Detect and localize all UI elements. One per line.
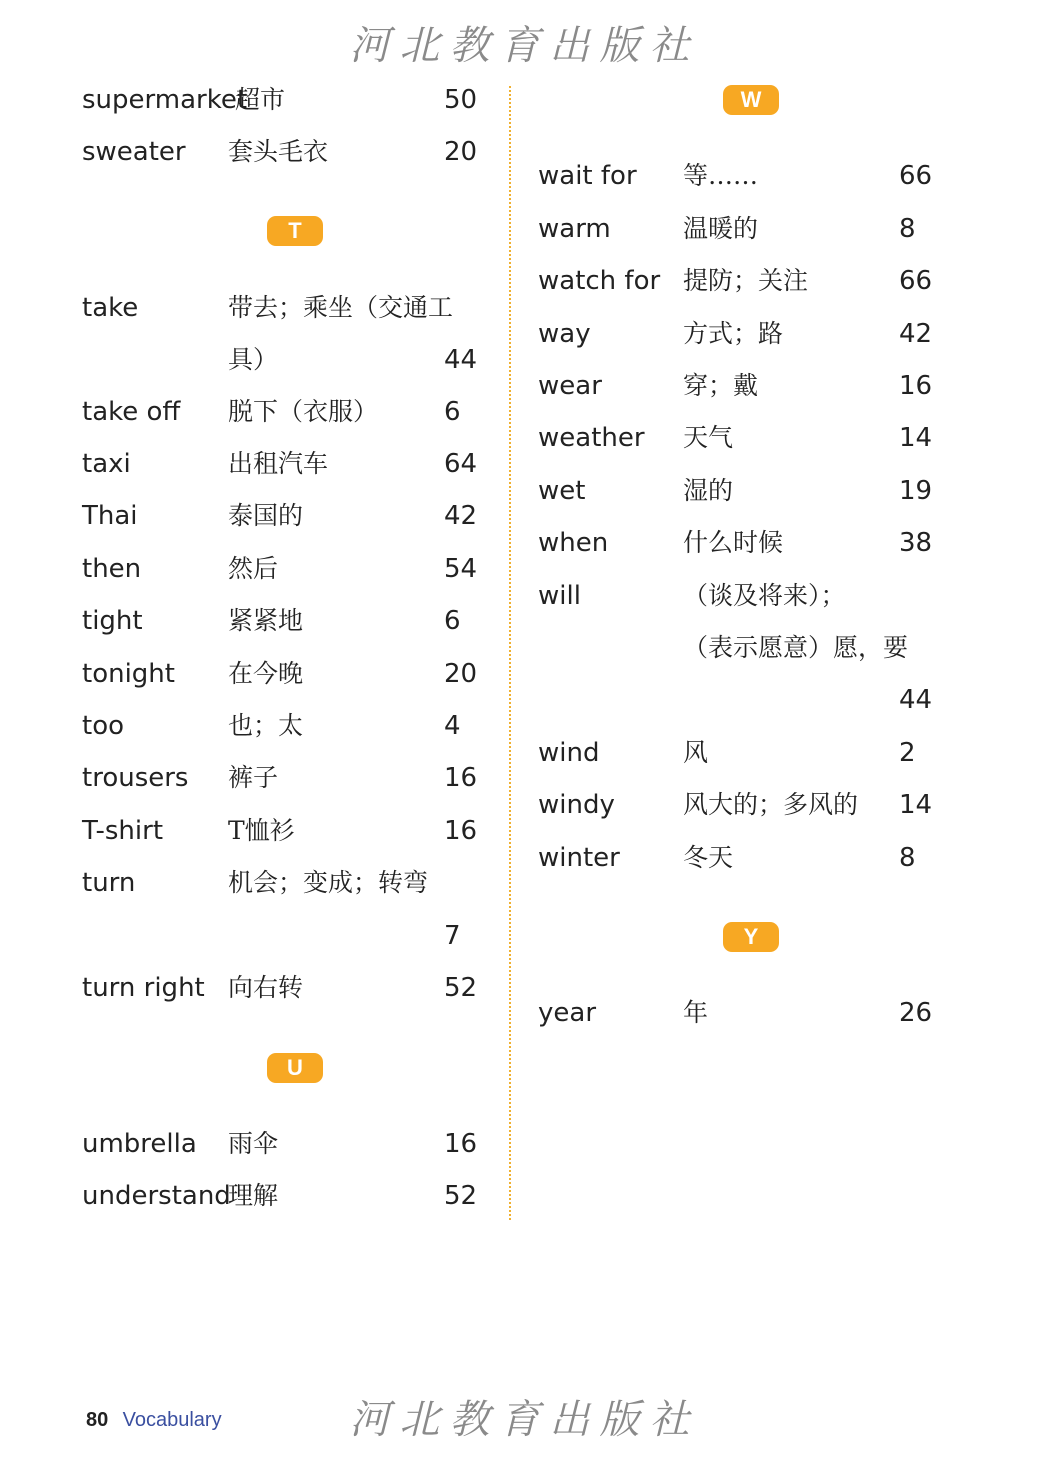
entry-page: 19 [899, 476, 933, 506]
entry-chinese: 向右转 [228, 973, 304, 1002]
entry-page: 66 [899, 161, 933, 191]
entry-chinese: 裤子 [228, 763, 279, 792]
entry-word: too [82, 711, 125, 741]
entry-word: year [538, 998, 597, 1028]
entry-page: 2 [899, 738, 916, 768]
entry-chinese: 天气 [683, 423, 734, 452]
entry-word: turn right [82, 973, 205, 1003]
entry-page: 8 [899, 214, 916, 244]
entry-word: T-shirt [82, 816, 164, 846]
entry-page: 6 [444, 397, 461, 427]
entry-chinese: T恤衫 [228, 816, 295, 845]
entry-word: trousers [82, 763, 189, 793]
entry-chinese: 紧紧地 [228, 606, 304, 635]
entry-page: 50 [444, 85, 478, 115]
publisher-watermark-bottom: 河北教育出版社 [349, 1397, 700, 1443]
entry-page: 4 [444, 711, 461, 741]
entry-chinese: 理解 [228, 1181, 279, 1210]
entry-chinese: 什么时候 [683, 528, 784, 557]
entry-word: take [82, 293, 139, 323]
entry-word: watch for [538, 266, 661, 296]
entry-chinese: 然后 [228, 554, 279, 583]
entry-chinese: 脱下（衣服） [228, 397, 379, 426]
entry-word: windy [538, 790, 615, 820]
entry-word: supermarket [82, 85, 248, 115]
entry-page: 16 [444, 1129, 478, 1159]
entry-page: 14 [899, 423, 933, 453]
entry-word: winter [538, 843, 620, 873]
entry-word: taxi [82, 449, 131, 479]
entry-word: Thai [82, 501, 138, 531]
entry-page: 16 [444, 763, 478, 793]
entry-page: 64 [444, 449, 478, 479]
entry-word: wind [538, 738, 600, 768]
entry-chinese: 方式；路 [683, 319, 784, 348]
entry-chinese: 出租汽车 [228, 449, 329, 478]
section-badge-t: T [267, 216, 323, 246]
entry-chinese: 也；太 [228, 711, 304, 740]
footer-section-label: Vocabulary [122, 1409, 222, 1431]
entry-page: 52 [444, 1181, 478, 1211]
entry-chinese: 泰国的 [228, 501, 304, 530]
column-divider [509, 86, 511, 1220]
entry-page: 20 [444, 659, 478, 689]
entry-word: take off [82, 397, 181, 427]
entry-word: tight [82, 606, 143, 636]
page-number: 80 [86, 1409, 109, 1431]
entry-chinese: 湿的 [683, 476, 734, 505]
entry-chinese: 穿；戴 [683, 371, 759, 400]
entry-word: weather [538, 423, 645, 453]
entry-word: sweater [82, 137, 186, 167]
entry-word: will [538, 581, 581, 611]
entry-word: tonight [82, 659, 175, 689]
entry-page: 38 [899, 528, 933, 558]
entry-page: 16 [444, 816, 478, 846]
entry-chinese: （谈及将来）； [683, 581, 846, 610]
entry-word: when [538, 528, 609, 558]
entry-word: warm [538, 214, 611, 244]
entry-chinese: 温暖的 [683, 214, 759, 243]
entry-page: 20 [444, 137, 478, 167]
section-badge-w: W [723, 85, 779, 115]
entry-word: then [82, 554, 142, 584]
entry-chinese: 在今晚 [228, 659, 304, 688]
entry-word: turn [82, 868, 136, 898]
entry-word: way [538, 319, 591, 349]
entry-page: 42 [444, 501, 478, 531]
entry-page: 14 [899, 790, 933, 820]
entry-chinese: 风 [683, 738, 709, 767]
entry-page: 7 [444, 921, 461, 951]
entry-chinese: 雨伞 [228, 1129, 279, 1158]
entry-page: 26 [899, 998, 933, 1028]
entry-page: 54 [444, 554, 478, 584]
entry-chinese: 机会；变成；转弯 [228, 868, 429, 897]
entry-page: 16 [899, 371, 933, 401]
publisher-watermark-top: 河北教育出版社 [349, 23, 700, 69]
entry-page: 44 [899, 685, 933, 715]
entry-chinese: 带去；乘坐（交通工 [228, 293, 454, 322]
entry-word: umbrella [82, 1129, 197, 1159]
entry-page: 66 [899, 266, 933, 296]
entry-page: 44 [444, 345, 478, 375]
entry-chinese: 等…… [683, 161, 759, 190]
entry-word: wait for [538, 161, 637, 191]
entry-chinese: 提防；关注 [683, 266, 809, 295]
entry-page: 42 [899, 319, 933, 349]
entry-chinese-continued: （表示愿意）愿，要 [683, 633, 909, 662]
entry-chinese: 年 [683, 998, 709, 1027]
entry-chinese: 套头毛衣 [228, 137, 329, 166]
entry-page: 52 [444, 973, 478, 1003]
section-badge-u: U [267, 1053, 323, 1083]
entry-page: 6 [444, 606, 461, 636]
entry-word: wear [538, 371, 602, 401]
entry-page: 8 [899, 843, 916, 873]
entry-chinese-continued: 具） [228, 345, 279, 374]
section-badge-y: Y [723, 922, 779, 952]
entry-chinese: 风大的；多风的 [683, 790, 859, 819]
entry-word: understand [82, 1181, 231, 1211]
entry-chinese: 超市 [235, 85, 286, 114]
entry-word: wet [538, 476, 586, 506]
entry-chinese: 冬天 [683, 843, 734, 872]
